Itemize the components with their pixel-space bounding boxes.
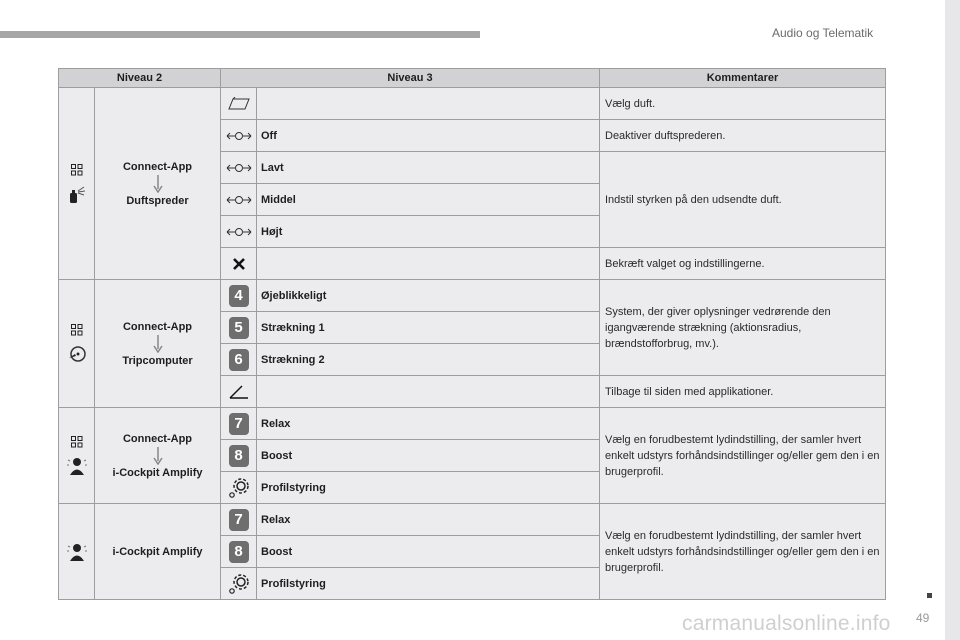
number-badge: 4	[229, 285, 249, 307]
header-level2: Niveau 2	[59, 69, 221, 88]
table-header-row	[59, 69, 886, 88]
level3-label[interactable]: Middel	[257, 184, 600, 216]
apps-grid-icon	[71, 435, 83, 447]
down-arrow-icon	[153, 447, 163, 465]
comment-cell: Bekræft valget og indstillingerne.	[600, 248, 886, 280]
comment-cell: Vælg en forudbestemt lydindstilling, der samler hvert enkelt udstyrs forhåndsindstillinger og/eller gem den i en brugerprofil.	[600, 408, 886, 504]
level2-subtitle: Duftspreder	[126, 194, 189, 207]
badge-cell[interactable]	[221, 504, 257, 536]
group-icon-cell	[59, 88, 95, 280]
back-arrow-icon[interactable]	[221, 376, 257, 408]
fragrance-diffuser-icon[interactable]	[221, 120, 257, 152]
fragrance-diffuser-icon[interactable]	[221, 216, 257, 248]
level3-label[interactable]	[257, 248, 600, 280]
level2-cell	[95, 88, 221, 280]
level2-title: Connect-App	[122, 160, 193, 173]
level3-label[interactable]: Højt	[257, 216, 600, 248]
page-number: 49	[916, 611, 930, 625]
page-side-strip	[945, 0, 960, 640]
table-row	[59, 280, 886, 312]
level2-title: i-Cockpit Amplify	[112, 545, 203, 558]
level2-subtitle: i-Cockpit Amplify	[112, 466, 203, 479]
level3-label[interactable]: Boost	[257, 536, 600, 568]
level2-title: Connect-App	[122, 432, 193, 445]
comment-cell: Tilbage til siden med applikationer.	[600, 376, 886, 408]
comment-cell: Deaktiver duftsprederen.	[600, 120, 886, 152]
group-icon-cell	[59, 280, 95, 408]
down-arrow-icon	[153, 335, 163, 353]
apps-grid-icon	[71, 323, 83, 335]
badge-cell[interactable]	[221, 536, 257, 568]
profile-settings-icon[interactable]	[221, 568, 257, 600]
table-row	[59, 88, 886, 120]
amplify-person-icon	[66, 456, 88, 476]
level3-label[interactable]: Øjeblikkeligt	[257, 280, 600, 312]
fragrance-glass-icon[interactable]	[221, 88, 257, 120]
level3-label[interactable]: Off	[257, 120, 600, 152]
down-arrow-icon	[153, 175, 163, 193]
close-icon[interactable]	[221, 248, 257, 280]
level2-cell	[95, 504, 221, 600]
header-comments: Kommentarer	[600, 69, 886, 88]
number-badge: 5	[229, 317, 249, 339]
table-row	[59, 504, 886, 536]
level2-title: Connect-App	[122, 320, 193, 333]
header-bar	[0, 31, 480, 38]
menu-table	[58, 68, 886, 600]
level2-subtitle: Tripcomputer	[122, 354, 193, 367]
number-badge: 7	[229, 413, 249, 435]
comment-cell: Indstil styrken på den udsendte duft.	[600, 152, 886, 248]
badge-cell[interactable]	[221, 312, 257, 344]
fragrance-diffuser-icon[interactable]	[221, 152, 257, 184]
apps-grid-icon	[71, 163, 83, 175]
comment-cell: Vælg duft.	[600, 88, 886, 120]
badge-cell[interactable]	[221, 280, 257, 312]
level2-cell	[95, 280, 221, 408]
level3-label[interactable]	[257, 88, 600, 120]
page-marker	[927, 593, 932, 598]
fragrance-spray-icon	[67, 184, 87, 204]
level3-label[interactable]: Profilstyring	[257, 568, 600, 600]
group-icon-cell	[59, 504, 95, 600]
header-level3: Niveau 3	[221, 69, 600, 88]
comment-cell: System, der giver oplysninger vedrørende den igangværende strækning (aktionsradius, brændstofforbrug, mv.).	[600, 280, 886, 376]
table-row	[59, 408, 886, 440]
group-icon-cell	[59, 408, 95, 504]
level3-label[interactable]: Lavt	[257, 152, 600, 184]
level3-label[interactable]	[257, 376, 600, 408]
watermark: carmanualsonline.info	[682, 612, 891, 635]
number-badge: 8	[229, 445, 249, 467]
level3-label[interactable]: Boost	[257, 440, 600, 472]
trip-computer-icon	[67, 344, 87, 364]
page-header-title: Audio og Telematik	[772, 26, 874, 40]
fragrance-diffuser-icon[interactable]	[221, 184, 257, 216]
number-badge: 8	[229, 541, 249, 563]
level3-label[interactable]: Strækning 2	[257, 344, 600, 376]
amplify-person-icon	[66, 545, 88, 557]
number-badge: 7	[229, 509, 249, 531]
number-badge: 6	[229, 349, 249, 371]
badge-cell[interactable]	[221, 440, 257, 472]
comment-cell: Vælg en forudbestemt lydindstilling, der samler hvert enkelt udstyrs forhåndsindstillinger og/eller gem den i en brugerprofil.	[600, 504, 886, 600]
badge-cell[interactable]	[221, 344, 257, 376]
level3-label[interactable]: Strækning 1	[257, 312, 600, 344]
profile-settings-icon[interactable]	[221, 472, 257, 504]
level3-label[interactable]: Relax	[257, 504, 600, 536]
level2-cell	[95, 408, 221, 504]
badge-cell[interactable]	[221, 408, 257, 440]
level3-label[interactable]: Profilstyring	[257, 472, 600, 504]
level3-label[interactable]: Relax	[257, 408, 600, 440]
